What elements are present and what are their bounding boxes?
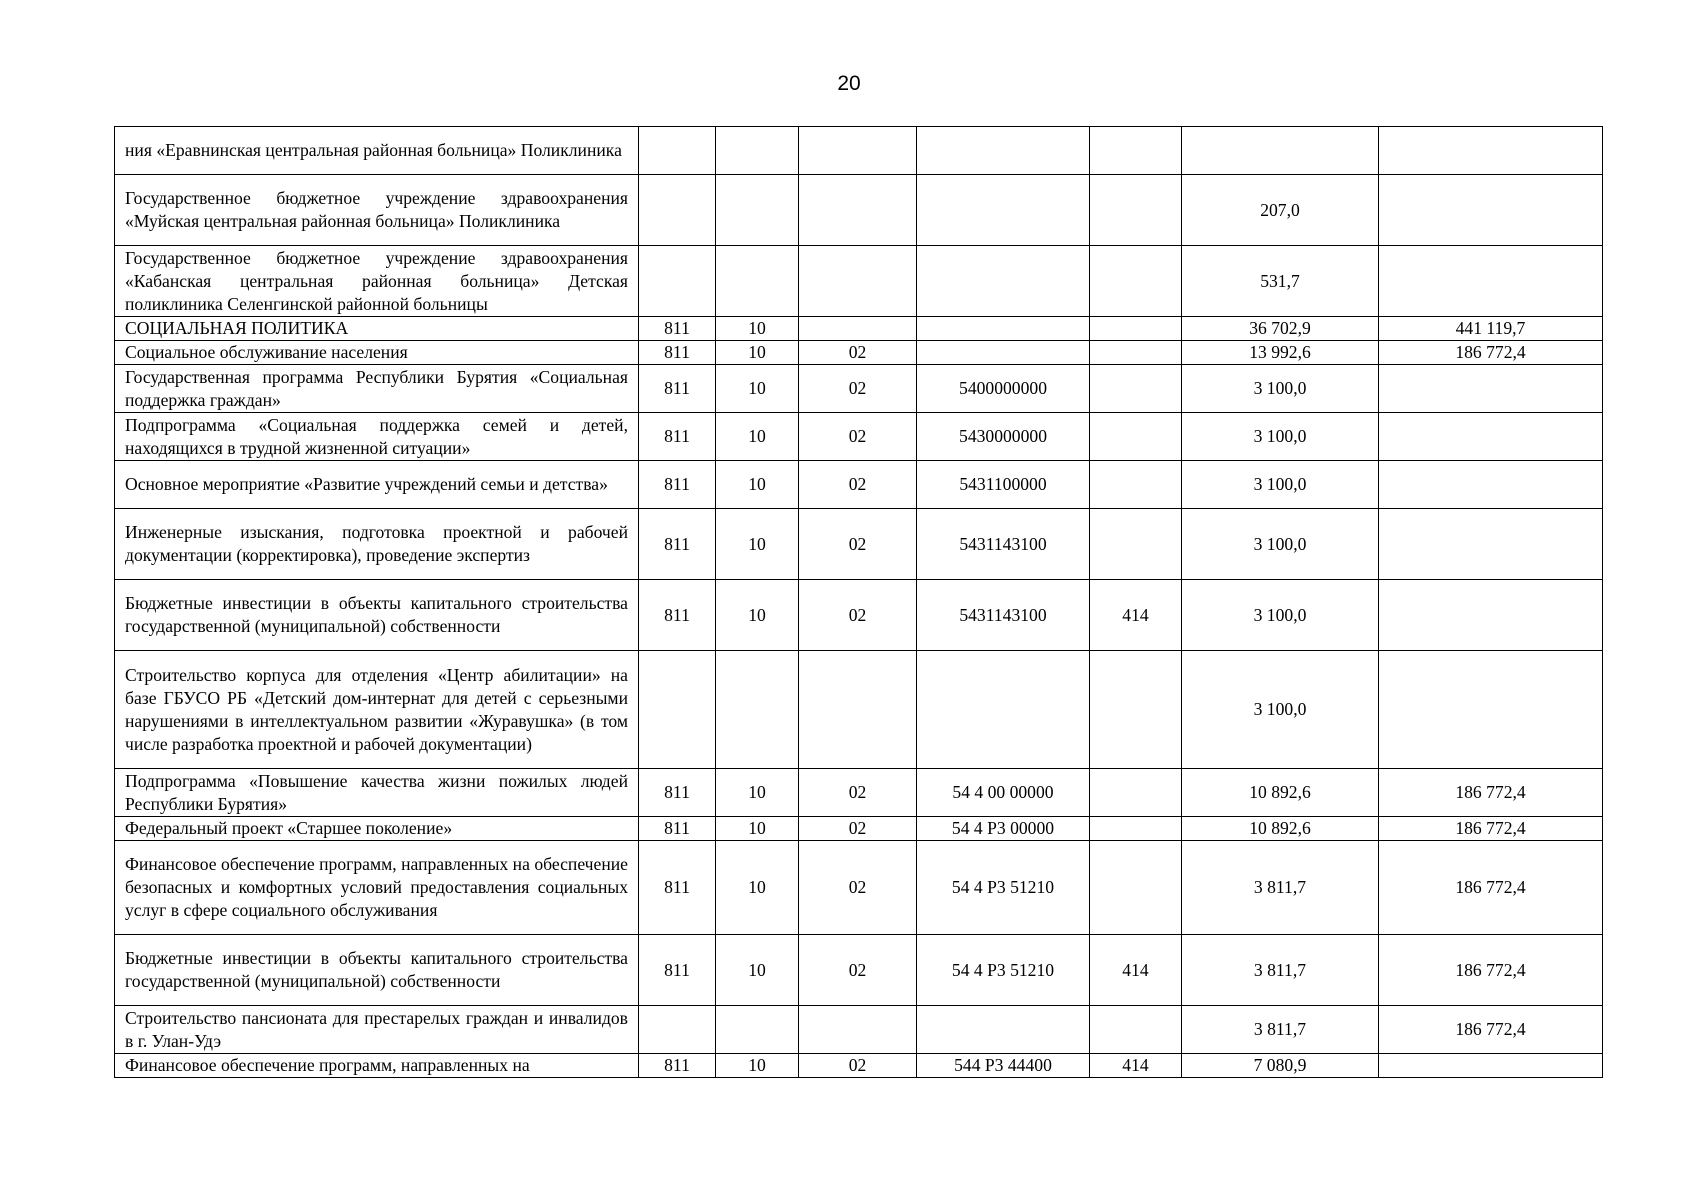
amount-1-cell: 3 100,0: [1182, 365, 1379, 413]
section-cell: 10: [716, 817, 799, 841]
subsection-cell: 02: [799, 841, 917, 935]
row-name-cell: Государственная программа Республики Бурятия «Социальная поддержка граждан»: [115, 365, 639, 413]
row-name-cell: Федеральный проект «Старшее поколение»: [115, 817, 639, 841]
expense-type-cell: [1090, 317, 1182, 341]
subsection-cell: [799, 651, 917, 769]
target-article-cell: [917, 1006, 1090, 1054]
subsection-cell: [799, 1006, 917, 1054]
section-cell: 10: [716, 341, 799, 365]
amount-1-cell: 3 811,7: [1182, 1006, 1379, 1054]
amount-1-cell: 36 702,9: [1182, 317, 1379, 341]
target-article-cell: [917, 651, 1090, 769]
amount-1-cell: 3 811,7: [1182, 935, 1379, 1006]
amount-2-cell: 441 119,7: [1379, 317, 1603, 341]
amount-2-cell: [1379, 1054, 1603, 1078]
grbs-cell: 811: [639, 341, 716, 365]
row-name-cell: Социальное обслуживание населения: [115, 341, 639, 365]
amount-1-cell: 3 100,0: [1182, 509, 1379, 580]
grbs-cell: 811: [639, 1054, 716, 1078]
expense-type-cell: [1090, 365, 1182, 413]
expense-type-cell: 414: [1090, 935, 1182, 1006]
table-body: [115, 127, 1603, 1078]
target-article-cell: 5400000000: [917, 365, 1090, 413]
grbs-cell: 811: [639, 365, 716, 413]
expense-type-cell: [1090, 413, 1182, 461]
subsection-cell: 02: [799, 461, 917, 509]
table-row: [115, 175, 1603, 246]
table-row: [115, 461, 1603, 509]
amount-2-cell: 186 772,4: [1379, 841, 1603, 935]
amount-1-cell: 13 992,6: [1182, 341, 1379, 365]
target-article-cell: 5431143100: [917, 580, 1090, 651]
amount-1-cell: 3 100,0: [1182, 461, 1379, 509]
amount-1-cell: 3 100,0: [1182, 580, 1379, 651]
expense-type-cell: [1090, 246, 1182, 317]
table-row: [115, 127, 1603, 175]
amount-1-cell: 531,7: [1182, 246, 1379, 317]
amount-1-cell: 207,0: [1182, 175, 1379, 246]
section-cell: [716, 651, 799, 769]
amount-1-cell: 10 892,6: [1182, 817, 1379, 841]
table-row: [115, 365, 1603, 413]
grbs-cell: 811: [639, 841, 716, 935]
expense-type-cell: 414: [1090, 1054, 1182, 1078]
grbs-cell: 811: [639, 769, 716, 817]
amount-2-cell: 186 772,4: [1379, 341, 1603, 365]
budget-table: [114, 126, 1603, 1078]
section-cell: 10: [716, 317, 799, 341]
row-name-cell: Бюджетные инвестиции в объекты капитального строительства государственной (муниципальной) собственности: [115, 935, 639, 1006]
row-name-cell: Строительство пансионата для престарелых граждан и инвалидов в г. Улан-Удэ: [115, 1006, 639, 1054]
table-row: [115, 651, 1603, 769]
amount-2-cell: [1379, 580, 1603, 651]
amount-2-cell: [1379, 246, 1603, 317]
row-name-cell: Бюджетные инвестиции в объекты капитального строительства государственной (муниципальной) собственности: [115, 580, 639, 651]
section-cell: 10: [716, 509, 799, 580]
target-article-cell: [917, 175, 1090, 246]
section-cell: [716, 246, 799, 317]
amount-1-cell: 3 811,7: [1182, 841, 1379, 935]
amount-1-cell: 3 100,0: [1182, 413, 1379, 461]
amount-2-cell: [1379, 461, 1603, 509]
subsection-cell: [799, 127, 917, 175]
section-cell: 10: [716, 841, 799, 935]
row-name-cell: Строительство корпуса для отделения «Центр абилитации» на базе ГБУСО РБ «Детский дом-интернат для детей с серьезными нарушениями в интеллектуальном развитии «Журавушка» (в том числе разработка проектной и рабочей документации): [115, 651, 639, 769]
grbs-cell: [639, 127, 716, 175]
amount-2-cell: [1379, 413, 1603, 461]
grbs-cell: 811: [639, 509, 716, 580]
amount-2-cell: [1379, 175, 1603, 246]
grbs-cell: [639, 651, 716, 769]
amount-1-cell: [1182, 127, 1379, 175]
row-name-cell: Основное мероприятие «Развитие учреждений семьи и детства»: [115, 461, 639, 509]
subsection-cell: 02: [799, 580, 917, 651]
expense-type-cell: [1090, 769, 1182, 817]
subsection-cell: 02: [799, 509, 917, 580]
expense-type-cell: [1090, 651, 1182, 769]
target-article-cell: 544 P3 44400: [917, 1054, 1090, 1078]
target-article-cell: 5431143100: [917, 509, 1090, 580]
amount-1-cell: 3 100,0: [1182, 651, 1379, 769]
section-cell: [716, 1006, 799, 1054]
table-row: [115, 841, 1603, 935]
subsection-cell: [799, 175, 917, 246]
expense-type-cell: [1090, 341, 1182, 365]
target-article-cell: [917, 127, 1090, 175]
target-article-cell: 54 4 00 00000: [917, 769, 1090, 817]
row-name-cell: ния «Еравнинская центральная районная больница» Поликлиника: [115, 127, 639, 175]
subsection-cell: [799, 246, 917, 317]
section-cell: 10: [716, 461, 799, 509]
row-name-cell: СОЦИАЛЬНАЯ ПОЛИТИКА: [115, 317, 639, 341]
row-name-cell: Подпрограмма «Социальная поддержка семей и детей, находящихся в трудной жизненной ситуации»: [115, 413, 639, 461]
grbs-cell: 811: [639, 935, 716, 1006]
table-row: [115, 817, 1603, 841]
section-cell: 10: [716, 769, 799, 817]
amount-2-cell: 186 772,4: [1379, 1006, 1603, 1054]
row-name-cell: Подпрограмма «Повышение качества жизни пожилых людей Республики Бурятия»: [115, 769, 639, 817]
target-article-cell: 5430000000: [917, 413, 1090, 461]
table-row: [115, 509, 1603, 580]
target-article-cell: 5431100000: [917, 461, 1090, 509]
subsection-cell: 02: [799, 413, 917, 461]
grbs-cell: [639, 175, 716, 246]
amount-2-cell: [1379, 365, 1603, 413]
grbs-cell: [639, 1006, 716, 1054]
subsection-cell: 02: [799, 935, 917, 1006]
grbs-cell: 811: [639, 817, 716, 841]
table-row: [115, 246, 1603, 317]
row-name-cell: Инженерные изыскания, подготовка проектной и рабочей документации (корректировка), проведение экспертиз: [115, 509, 639, 580]
expense-type-cell: [1090, 509, 1182, 580]
table-row: [115, 317, 1603, 341]
table-row: [115, 413, 1603, 461]
expense-type-cell: [1090, 817, 1182, 841]
section-cell: 10: [716, 1054, 799, 1078]
row-name-cell: Государственное бюджетное учреждение здравоохранения «Кабанская центральная районная больница» Детская поликлиника Селенгинской районной больницы: [115, 246, 639, 317]
row-name-cell: Государственное бюджетное учреждение здравоохранения «Муйская центральная районная больница» Поликлиника: [115, 175, 639, 246]
expense-type-cell: [1090, 1006, 1182, 1054]
section-cell: 10: [716, 413, 799, 461]
subsection-cell: 02: [799, 817, 917, 841]
row-name-cell: Финансовое обеспечение программ, направленных на: [115, 1054, 639, 1078]
row-name-cell: Финансовое обеспечение программ, направленных на обеспечение безопасных и комфортных условий предоставления социальных услуг в сфере социального обслуживания: [115, 841, 639, 935]
page-number: 20: [837, 72, 861, 95]
target-article-cell: 54 4 P3 51210: [917, 935, 1090, 1006]
expense-type-cell: 414: [1090, 580, 1182, 651]
subsection-cell: 02: [799, 769, 917, 817]
amount-2-cell: 186 772,4: [1379, 769, 1603, 817]
table-row: [115, 1006, 1603, 1054]
grbs-cell: 811: [639, 580, 716, 651]
table-row: [115, 1054, 1603, 1078]
expense-type-cell: [1090, 127, 1182, 175]
grbs-cell: 811: [639, 317, 716, 341]
table-row: [115, 769, 1603, 817]
subsection-cell: 02: [799, 341, 917, 365]
section-cell: 10: [716, 935, 799, 1006]
target-article-cell: 54 4 P3 51210: [917, 841, 1090, 935]
table-row: [115, 341, 1603, 365]
target-article-cell: [917, 317, 1090, 341]
amount-2-cell: 186 772,4: [1379, 935, 1603, 1006]
expense-type-cell: [1090, 461, 1182, 509]
section-cell: 10: [716, 580, 799, 651]
amount-2-cell: [1379, 509, 1603, 580]
target-article-cell: [917, 246, 1090, 317]
amount-1-cell: 10 892,6: [1182, 769, 1379, 817]
section-cell: [716, 127, 799, 175]
table-row: [115, 935, 1603, 1006]
section-cell: [716, 175, 799, 246]
table-row: [115, 580, 1603, 651]
target-article-cell: [917, 341, 1090, 365]
amount-2-cell: [1379, 651, 1603, 769]
subsection-cell: 02: [799, 365, 917, 413]
section-cell: 10: [716, 365, 799, 413]
grbs-cell: 811: [639, 461, 716, 509]
amount-1-cell: 7 080,9: [1182, 1054, 1379, 1078]
expense-type-cell: [1090, 175, 1182, 246]
amount-2-cell: 186 772,4: [1379, 817, 1603, 841]
amount-2-cell: [1379, 127, 1603, 175]
target-article-cell: 54 4 P3 00000: [917, 817, 1090, 841]
subsection-cell: 02: [799, 1054, 917, 1078]
grbs-cell: 811: [639, 413, 716, 461]
grbs-cell: [639, 246, 716, 317]
expense-type-cell: [1090, 841, 1182, 935]
subsection-cell: [799, 317, 917, 341]
